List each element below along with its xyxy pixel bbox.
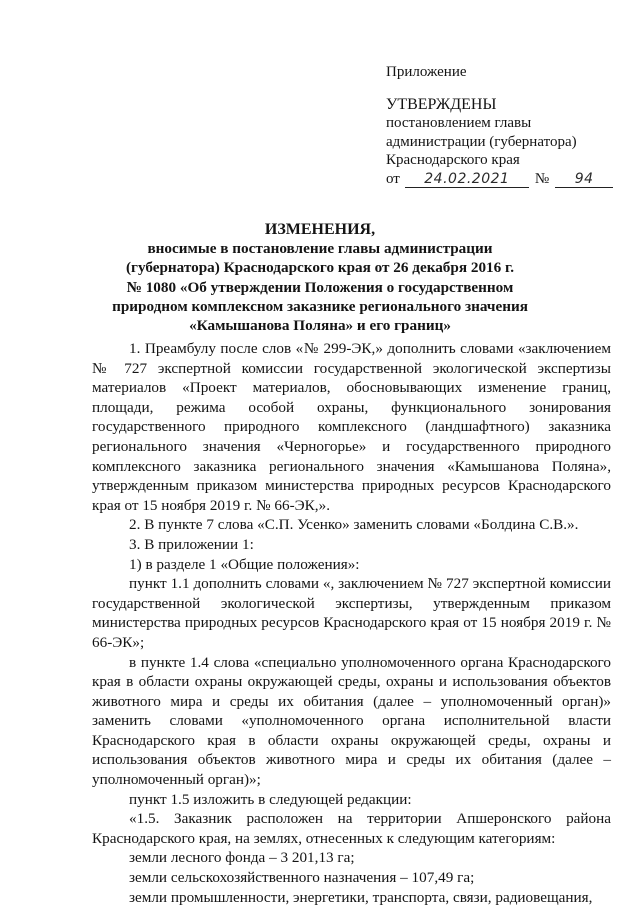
handwritten-date: 24.02.2021 [405, 171, 529, 188]
approval-line: Краснодарского края [386, 152, 520, 168]
appendix-label: Приложение [386, 64, 467, 80]
approval-line: постановлением главы [386, 115, 532, 131]
approval-line: администрации (губернатора) [386, 133, 577, 150]
paragraph: земли сельскохозяйственного назначения – 107,49 га; [129, 869, 475, 887]
title-heading: ИЗМЕНЕНИЯ, [264, 221, 376, 238]
document-body [92, 339, 611, 907]
paragraph: 1. Преамбулу после слов «№ 299-ЭК,» дополнить словами «заключением № 727 экспертной комиссии государственной экологической экспертизы материалов «Проект материалов, обосновывающих изменение границ, площади, режима особой охраны, функционального зонирования государственного природного комплексного (ландшафтного) заказника регионального значения «Черногорье» и государственного природного комплексного заказника регионального значения «Камышанова Поляна», утвержденным приказом министерства природных ресурсов Краснодарского края от 15 ноября 2019 г. № 66-ЭК,». [92, 340, 611, 514]
paragraph: 1) в разделе 1 «Общие положения»: [129, 555, 360, 573]
title-line: вносимые в постановление главы администрации [147, 240, 493, 258]
paragraph: 2. В пункте 7 слова «С.П. Усенко» заменить словами «Болдина С.В.». [129, 516, 579, 534]
title-line: (губернатора) Краснодарского края от 26 декабря 2016 г. [125, 259, 515, 277]
handwritten-number: 94 [555, 171, 613, 188]
date-number-row [386, 170, 626, 189]
paragraph: земли лесного фонда – 3 201,13 га; [129, 849, 355, 867]
title-line: № 1080 «Об утверждении Положения о государственном [126, 278, 514, 296]
paragraph: земли промышленности, энергетики, транспорта, связи, радиовещания, [129, 888, 593, 906]
from-label: от [386, 170, 400, 187]
approval-block [386, 63, 626, 188]
paragraph: пункт 1.5 изложить в следующей редакции: [129, 790, 412, 808]
document-title [100, 220, 540, 335]
approved-heading: УТВЕРЖДЕНЫ [386, 95, 497, 113]
paragraph: в пункте 1.4 слова «специально уполномоченного органа Краснодарского края в области охраны окружающей среды, охраны и использования объектов животного мира и среды их обитания (далее – уполномоченный орган)» заменить словами «уполномоченного органа исполнительной власти Краснодарского края в области охраны окружающей среды, охраны и использования объектов животного мира и среды их обитания (далее – уполномоченный орган)»; [92, 653, 611, 789]
title-line: природном комплексном заказнике регионального значения [112, 297, 528, 315]
paragraph: 3. В приложении 1: [129, 535, 254, 553]
paragraph: пункт 1.1 дополнить словами «, заключением № 727 экспертной комиссии государственной экологической экспертизы, утвержденным приказом министерства природных ресурсов Краснодарского края от 15 ноября 2019 г. № 66-ЭК»; [92, 575, 611, 651]
number-sign: № [534, 170, 550, 187]
title-line: «Камышанова Поляна» и его границ» [189, 317, 451, 335]
paragraph: «1.5. Заказник расположен на территории Апшеронского района Краснодарского края, на землях, отнесенных к следующим категориям: [92, 810, 611, 847]
